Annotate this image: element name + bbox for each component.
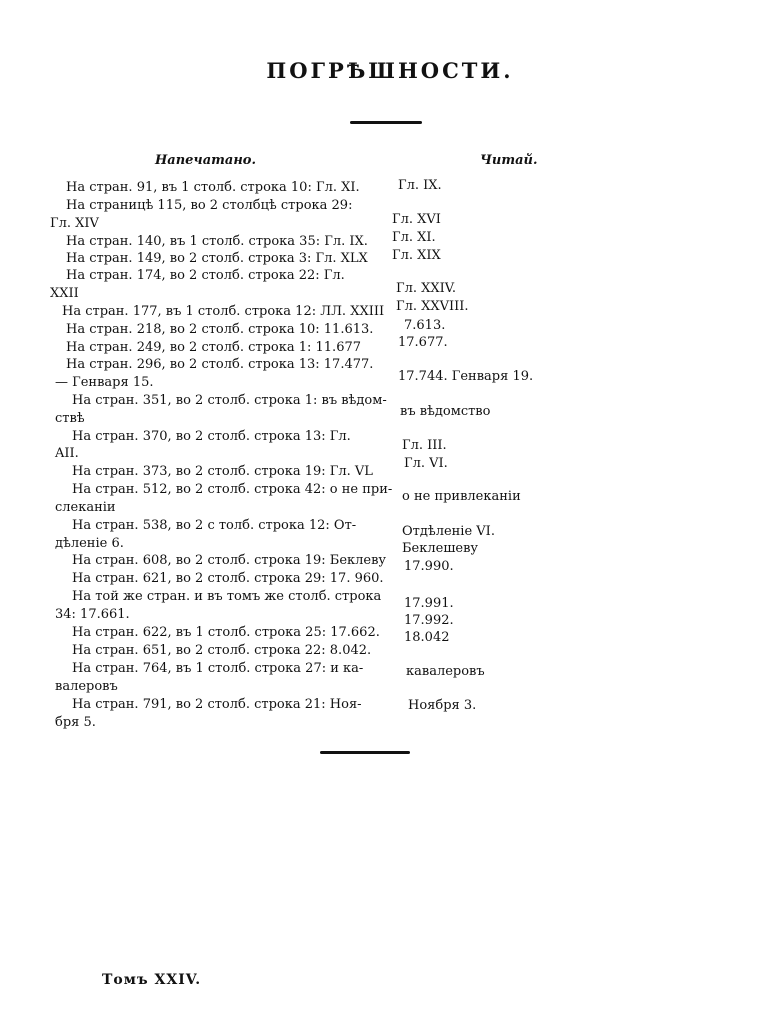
erratum-printed-line: На стран. 370, во 2 столб. строка 13: Гл. [72, 429, 351, 444]
erratum-printed-line: На стран. 622, въ 1 столб. строка 25: 17.662. [72, 625, 380, 640]
erratum-printed-line: На стран. 177, въ 1 столб. строка 12: ЛЛ. XXIII [62, 304, 385, 319]
erratum-correction: въ вѣдомство [400, 404, 491, 419]
erratum-printed-line: На стран. 91, въ 1 столб. строка 10: Гл. XI. [66, 180, 360, 195]
erratum-correction: 17.991. [404, 596, 454, 611]
erratum-correction: Гл. XXIV. [396, 281, 457, 296]
erratum-printed-line: — Генваря 15. [55, 375, 154, 390]
erratum-printed-line: XXII [50, 286, 79, 301]
bottom-divider [320, 751, 410, 754]
erratum-correction: Гл. XIX [392, 248, 441, 263]
erratum-correction: Гл. XI. [392, 230, 436, 245]
erratum-printed-line: На стран. 351, во 2 столб. строка 1: въ вѣдом- [72, 393, 387, 408]
erratum-printed-line: На стран. 764, въ 1 столб. строка 27: и ка- [72, 661, 364, 676]
erratum-printed-line: 34: 17.661. [55, 607, 130, 622]
header-read: Читай. [480, 153, 538, 168]
erratum-printed-line: AII. [55, 446, 79, 461]
erratum-printed-line: На стран. 651, во 2 столб. строка 22: 8.042. [72, 643, 372, 658]
erratum-printed-line: На стран. 218, во 2 столб. строка 10: 11.613. [66, 322, 374, 337]
top-divider [350, 121, 422, 124]
erratum-correction: Беклешеву [402, 541, 479, 556]
erratum-printed-line: валеровъ [55, 679, 118, 694]
erratum-printed-line: На той же стран. и въ томъ же столб. строка [72, 589, 382, 604]
erratum-printed-line: На стран. 538, во 2 с толб. строка 12: От- [72, 518, 357, 533]
erratum-printed-line: На стран. 296, во 2 столб. строка 13: 17.477. [66, 357, 374, 372]
erratum-printed-line: На стран. 140, въ 1 столб. строка 35: Гл. IX. [66, 234, 368, 249]
erratum-correction: Гл. XXVIII. [396, 299, 469, 314]
erratum-correction: Ноября 3. [408, 698, 477, 713]
erratum-correction: 17.992. [404, 613, 454, 628]
erratum-printed-line: На стран. 791, во 2 столб. строка 21: Ноя- [72, 697, 362, 712]
erratum-correction: 18.042 [404, 630, 450, 645]
erratum-printed-line: слеканiи [55, 500, 116, 515]
erratum-correction: Отдѣленiе VI. [402, 524, 495, 539]
erratum-printed-line: бря 5. [55, 715, 96, 730]
erratum-correction: Гл. VI. [404, 456, 448, 471]
erratum-printed-line: На стран. 608, во 2 столб. строка 19: Беклеву [72, 553, 387, 568]
erratum-printed-line: На стран. 373, во 2 столб. строка 19: Гл. VL [72, 464, 373, 479]
erratum-printed-line: На страницѣ 115, во 2 столбцѣ строка 29: [66, 198, 353, 213]
erratum-printed-line: На стран. 621, во 2 столб. строка 29: 17. 960. [72, 571, 384, 586]
header-printed: Напечатано. [155, 153, 256, 168]
erratum-printed-line: ствѣ [55, 411, 85, 426]
erratum-correction: 7.613. [404, 318, 446, 333]
erratum-printed-line: дѣленiе 6. [55, 536, 124, 551]
erratum-correction: Гл. XVI [392, 212, 441, 227]
erratum-correction: Гл. III. [402, 438, 447, 453]
erratum-printed-line: На стран. 149, во 2 столб. строка 3: Гл. XLX [66, 251, 368, 266]
volume-footer: Томъ XXIV. [102, 972, 202, 988]
erratum-printed-line: На стран. 174, во 2 столб. строка 22: Гл. [66, 268, 345, 283]
erratum-printed-line: Гл. XIV [50, 216, 99, 231]
erratum-printed-line: На стран. 249, во 2 столб. строка 1: 11.677 [66, 340, 362, 355]
erratum-correction: Гл. IX. [398, 178, 442, 193]
erratum-printed-line: На стран. 512, во 2 столб. строка 42: о не при- [72, 482, 393, 497]
erratum-correction: о не привлеканiи [402, 489, 521, 504]
page-title: ПОГРѢШНОСТИ. [266, 58, 514, 83]
erratum-correction: 17.990. [404, 559, 454, 574]
erratum-correction: кавалеровъ [406, 664, 485, 679]
erratum-correction: 17.744. Генваря 19. [398, 369, 534, 384]
erratum-correction: 17.677. [398, 335, 448, 350]
